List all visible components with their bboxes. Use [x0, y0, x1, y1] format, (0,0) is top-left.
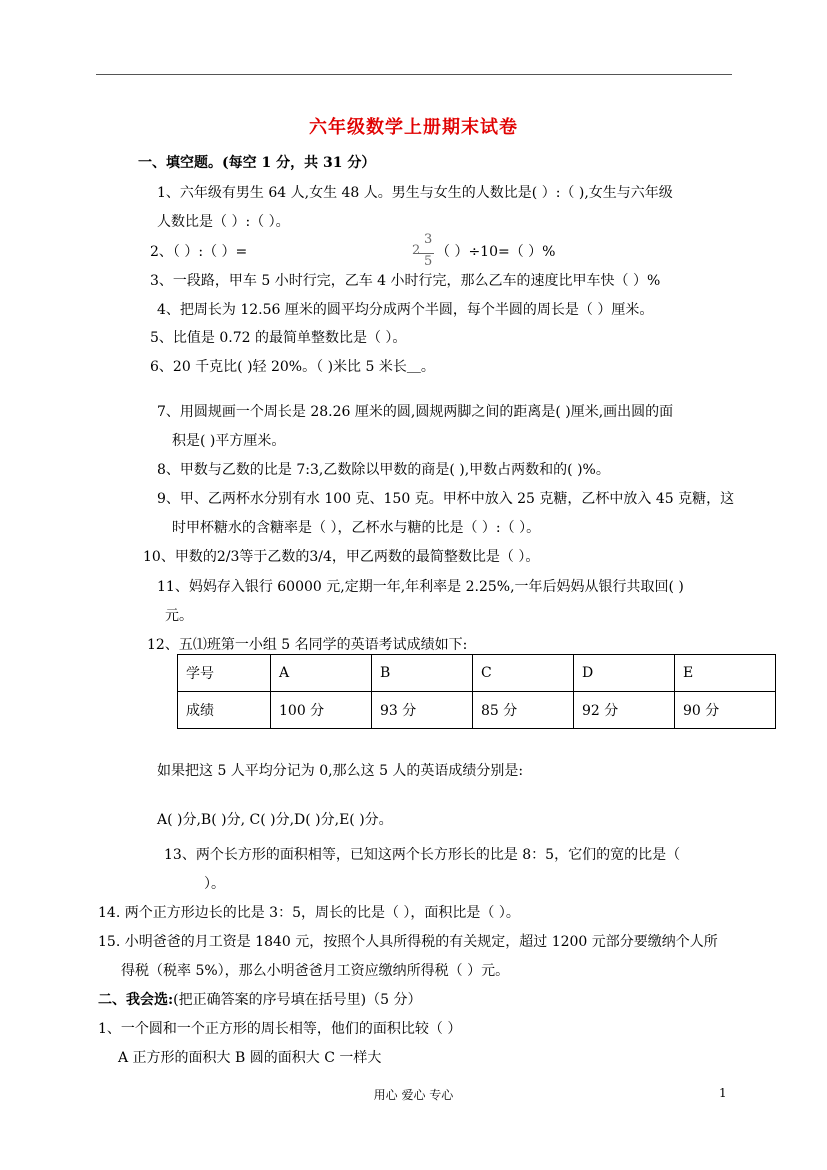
question-4: 4、把周长为 12.56 厘米的圆平均分成两个半圆，每个半圆的周长是（ ）厘米。 — [157, 302, 654, 318]
question-11-line-2: 元。 — [165, 608, 193, 624]
table-cell: A — [271, 655, 372, 692]
table-cell: B — [372, 655, 473, 692]
question-9-line-2: 时甲杯糖水的含糖率是（ ），乙杯水与糖的比是（ ）:（ ）。 — [172, 520, 541, 536]
question-10: 10、甲数的2/3等于乙数的3/4，甲乙两数的最简整数比是（ ）。 — [143, 549, 540, 565]
table-cell: 93 分 — [372, 692, 473, 729]
question-1-line-1: 1、六年级有男生 64 人,女生 48 人。男生与女生的人数比是( ）:（ ),女生与六年级 — [157, 185, 673, 201]
table-row — [178, 692, 776, 729]
question-12-note: 如果把这 5 人平均分记为 0,那么这 5 人的英语成绩分别是: — [157, 763, 524, 779]
question-12: 12、五⑴班第一小组 5 名同学的英语考试成绩如下: — [147, 637, 468, 653]
question-2-part-1: 2、（ ）:（ ）= — [150, 244, 248, 260]
question-1-line-2: 人数比是（ ）:（ ）。 — [157, 214, 290, 230]
table-cell: 90 分 — [675, 692, 776, 729]
table-cell: 学号 — [178, 655, 271, 692]
table-cell: 成绩 — [178, 692, 271, 729]
table-row — [178, 655, 776, 692]
section1-heading: 一、填空题。(每空 1 分，共 31 分） — [138, 155, 376, 171]
question-15-line-1: 15. 小明爸爸的月工资是 1840 元，按照个人具所得税的有关规定，超过 1200 元部分要缴纳个人所 — [98, 934, 718, 950]
question-2-part-2: （ ）÷10=（ ）% — [436, 244, 556, 260]
question-13-line-2: ）。 — [204, 876, 225, 892]
section2-heading-bold: 二、我会选: — [98, 992, 174, 1008]
table-cell: 92 分 — [574, 692, 675, 729]
question-12-answers: A( )分,B( )分, C( )分,D( )分,E( )分。 — [157, 812, 393, 828]
page-number: 1 — [719, 1086, 727, 1100]
question-6: 6、20 千克比( )轻 20%。（ )米比 5 米长＿。 — [150, 359, 435, 375]
question-7-line-2: 积是( )平方厘米。 — [172, 433, 286, 449]
table-cell: D — [574, 655, 675, 692]
choice-question-1: 1、一个圆和一个正方形的周长相等，他们的面积比较（ ） — [98, 1021, 462, 1037]
question-11-line-1: 11、妈妈存入银行 60000 元,定期一年,年利率是 2.25%,一年后妈妈从银行共取回( ) — [157, 579, 684, 595]
header-rule — [96, 74, 732, 75]
mixed-fraction — [412, 232, 434, 272]
page-title: 六年级数学上册期末试卷 — [309, 117, 518, 138]
question-14: 14. 两个正方形边长的比是 3：5，周长的比是（ ），面积比是（ ）。 — [98, 905, 520, 921]
table-cell: C — [473, 655, 574, 692]
table-cell: 100 分 — [271, 692, 372, 729]
section2-heading-note: (把正确答案的序号填在括号里)（5 分） — [173, 992, 422, 1008]
fraction-numerator: 3 — [424, 232, 433, 247]
choice-question-1-options: A 正方形的面积大 B 圆的面积大 C 一样大 — [118, 1050, 382, 1066]
question-15-line-2: 得税（税率 5%），那么小明爸爸月工资应缴纳所得税（ ）元。 — [121, 963, 510, 979]
page-footer: 用心 爱心 专心 — [373, 1088, 454, 1102]
fraction-whole: 2 — [412, 243, 421, 258]
question-8: 8、甲数与乙数的比是 7:3,乙数除以甲数的商是( ),甲数占两数和的( )%。 — [157, 462, 610, 478]
fraction-denominator: 5 — [424, 254, 433, 269]
table-cell: 85 分 — [473, 692, 574, 729]
score-table — [177, 654, 776, 729]
question-9-line-1: 9、甲、乙两杯水分别有水 100 克、150 克。甲杯中放入 25 克糖，乙杯中放入 45 克糖，这 — [157, 491, 735, 507]
section2-heading — [98, 990, 421, 1010]
question-7-line-1: 7、用圆规画一个周长是 28.26 厘米的圆,圆规两脚之间的距离是( )厘米,画出圆的面 — [157, 404, 674, 420]
question-13-line-1: 13、两个长方形的面积相等，已知这两个长方形长的比是 8：5，它们的宽的比是（ — [164, 847, 681, 863]
question-5: 5、比值是 0.72 的最简单整数比是（ ）。 — [150, 330, 407, 346]
table-cell: E — [675, 655, 776, 692]
question-3: 3、一段路，甲车 5 小时行完，乙车 4 小时行完，那么乙车的速度比甲车快（ ）% — [150, 273, 661, 289]
